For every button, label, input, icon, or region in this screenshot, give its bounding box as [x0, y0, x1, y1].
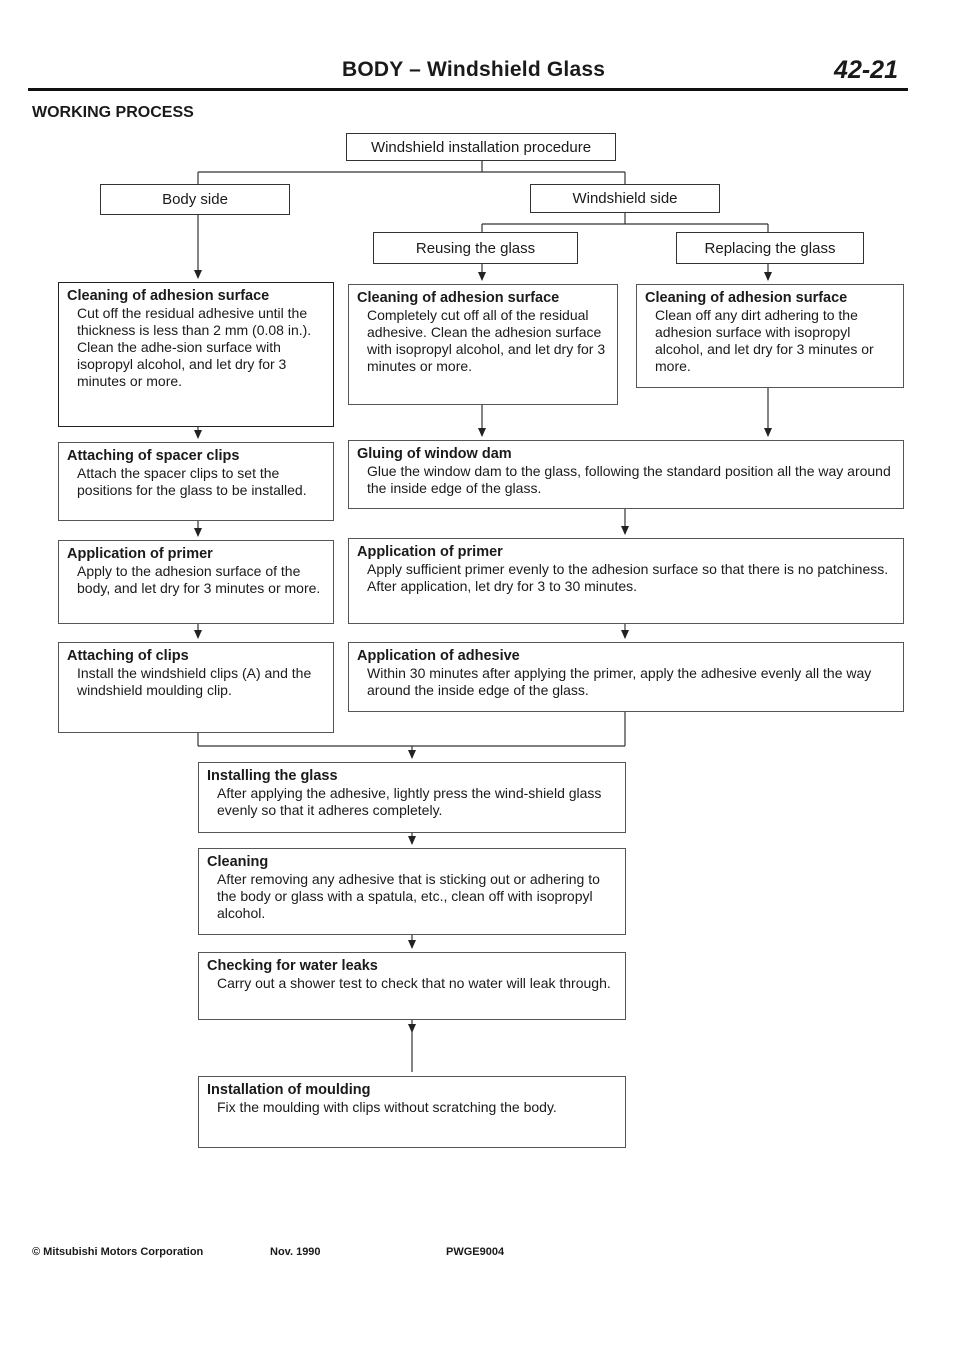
step-text: After application, let dry for 3 to 30 minutes.	[367, 578, 638, 594]
step-text: Glue the window dam to the glass, following the standard position all the way around the inside edge of the glass.	[367, 463, 891, 496]
reusing-glass-label: Reusing the glass	[373, 232, 578, 264]
step-title: Application of adhesive	[357, 648, 520, 664]
step-title: Cleaning of adhesion surface	[67, 288, 270, 304]
arrow-icon	[194, 630, 202, 639]
page-header-title: BODY – Windshield Glass	[342, 58, 606, 81]
step-text: Carry out a shower test to check that no water will leak through.	[217, 975, 611, 991]
step-text: Install the windshield clips (A) and the windshield moulding clip.	[77, 665, 312, 698]
arrow-icon	[194, 528, 202, 537]
step-text: Apply sufficient primer evenly to the adhesion surface so that there is no patchiness.	[367, 561, 889, 577]
step-title: Cleaning of adhesion surface	[357, 290, 560, 306]
step-glass-primer	[348, 538, 904, 624]
step-title: Checking for water leaks	[207, 958, 378, 974]
flow-root-label: Windshield installation procedure	[346, 133, 616, 161]
step-title: Application of primer	[357, 544, 503, 560]
arrow-icon	[408, 940, 416, 949]
body-side-label: Body side	[100, 184, 290, 215]
step-text: After removing any adhesive that is sticking out or adhering to the body or glass with a spatula, etc., clean off with isopropyl alcohol.	[217, 871, 600, 921]
arrow-icon	[408, 750, 416, 759]
arrow-icon	[194, 430, 202, 439]
footer-copyright: © Mitsubishi Motors Corporation	[32, 1246, 204, 1258]
footer-doc-code: PWGE9004	[446, 1246, 505, 1258]
arrow-icon	[621, 526, 629, 535]
step-installing-glass	[198, 762, 626, 833]
step-title: Installing the glass	[207, 768, 338, 784]
step-title: Attaching of spacer clips	[67, 448, 240, 464]
section-title: WORKING PROCESS	[32, 104, 194, 121]
step-moulding	[198, 1076, 626, 1148]
step-title: Gluing of window dam	[357, 446, 512, 462]
step-replace-cleaning	[636, 284, 904, 388]
step-text: Attach the spacer clips to set the positions for the glass to be installed.	[77, 465, 307, 498]
arrow-icon	[764, 428, 772, 437]
step-window-dam	[348, 440, 904, 509]
step-text: After applying the adhesive, lightly press the wind-shield glass evenly so that it adheres completely.	[217, 785, 602, 818]
step-attaching-clips	[58, 642, 334, 733]
arrow-icon	[478, 428, 486, 437]
step-adhesive	[348, 642, 904, 712]
arrow-icon	[478, 272, 486, 281]
step-water-leaks	[198, 952, 626, 1020]
step-text: Clean off any dirt adhering to the adhesion surface with isopropyl alcohol, and let dry for 3 minutes or more.	[655, 307, 874, 374]
step-text: Completely cut off all of the residual adhesive. Clean the adhesion surface with isopropyl alcohol, and let dry for 3 minutes or more.	[367, 307, 606, 374]
step-text: Cut off the residual adhesive until the thickness is less than 2 mm (0.08 in.). Clean the adhe-sion surface with isopropyl alcohol, and let dry for 3 minutes or more.	[77, 305, 312, 389]
step-reuse-cleaning	[348, 284, 618, 405]
step-spacer-clips	[58, 442, 334, 521]
windshield-side-label: Windshield side	[530, 184, 720, 213]
step-body-cleaning	[58, 282, 334, 427]
arrow-icon	[764, 272, 772, 281]
step-title: Attaching of clips	[67, 648, 189, 664]
arrow-icon	[408, 1024, 416, 1033]
arrow-icon	[408, 836, 416, 845]
footer-date: Nov. 1990	[270, 1246, 321, 1258]
step-cleaning	[198, 848, 626, 935]
step-title: Cleaning	[207, 854, 269, 870]
replacing-glass-label: Replacing the glass	[676, 232, 864, 264]
step-text: Fix the moulding with clips without scratching the body.	[217, 1099, 557, 1115]
arrow-icon	[194, 270, 202, 279]
step-title: Installation of moulding	[207, 1082, 371, 1098]
step-title: Application of primer	[67, 546, 213, 562]
step-text: Within 30 minutes after applying the primer, apply the adhesive evenly all the way around the inside edge of the glass.	[367, 665, 872, 698]
step-text: Apply to the adhesion surface of the body, and let dry for 3 minutes or more.	[77, 563, 321, 596]
step-title: Cleaning of adhesion surface	[645, 290, 848, 306]
page-number: 42-21	[834, 56, 898, 84]
arrow-icon	[621, 630, 629, 639]
step-body-primer	[58, 540, 334, 624]
